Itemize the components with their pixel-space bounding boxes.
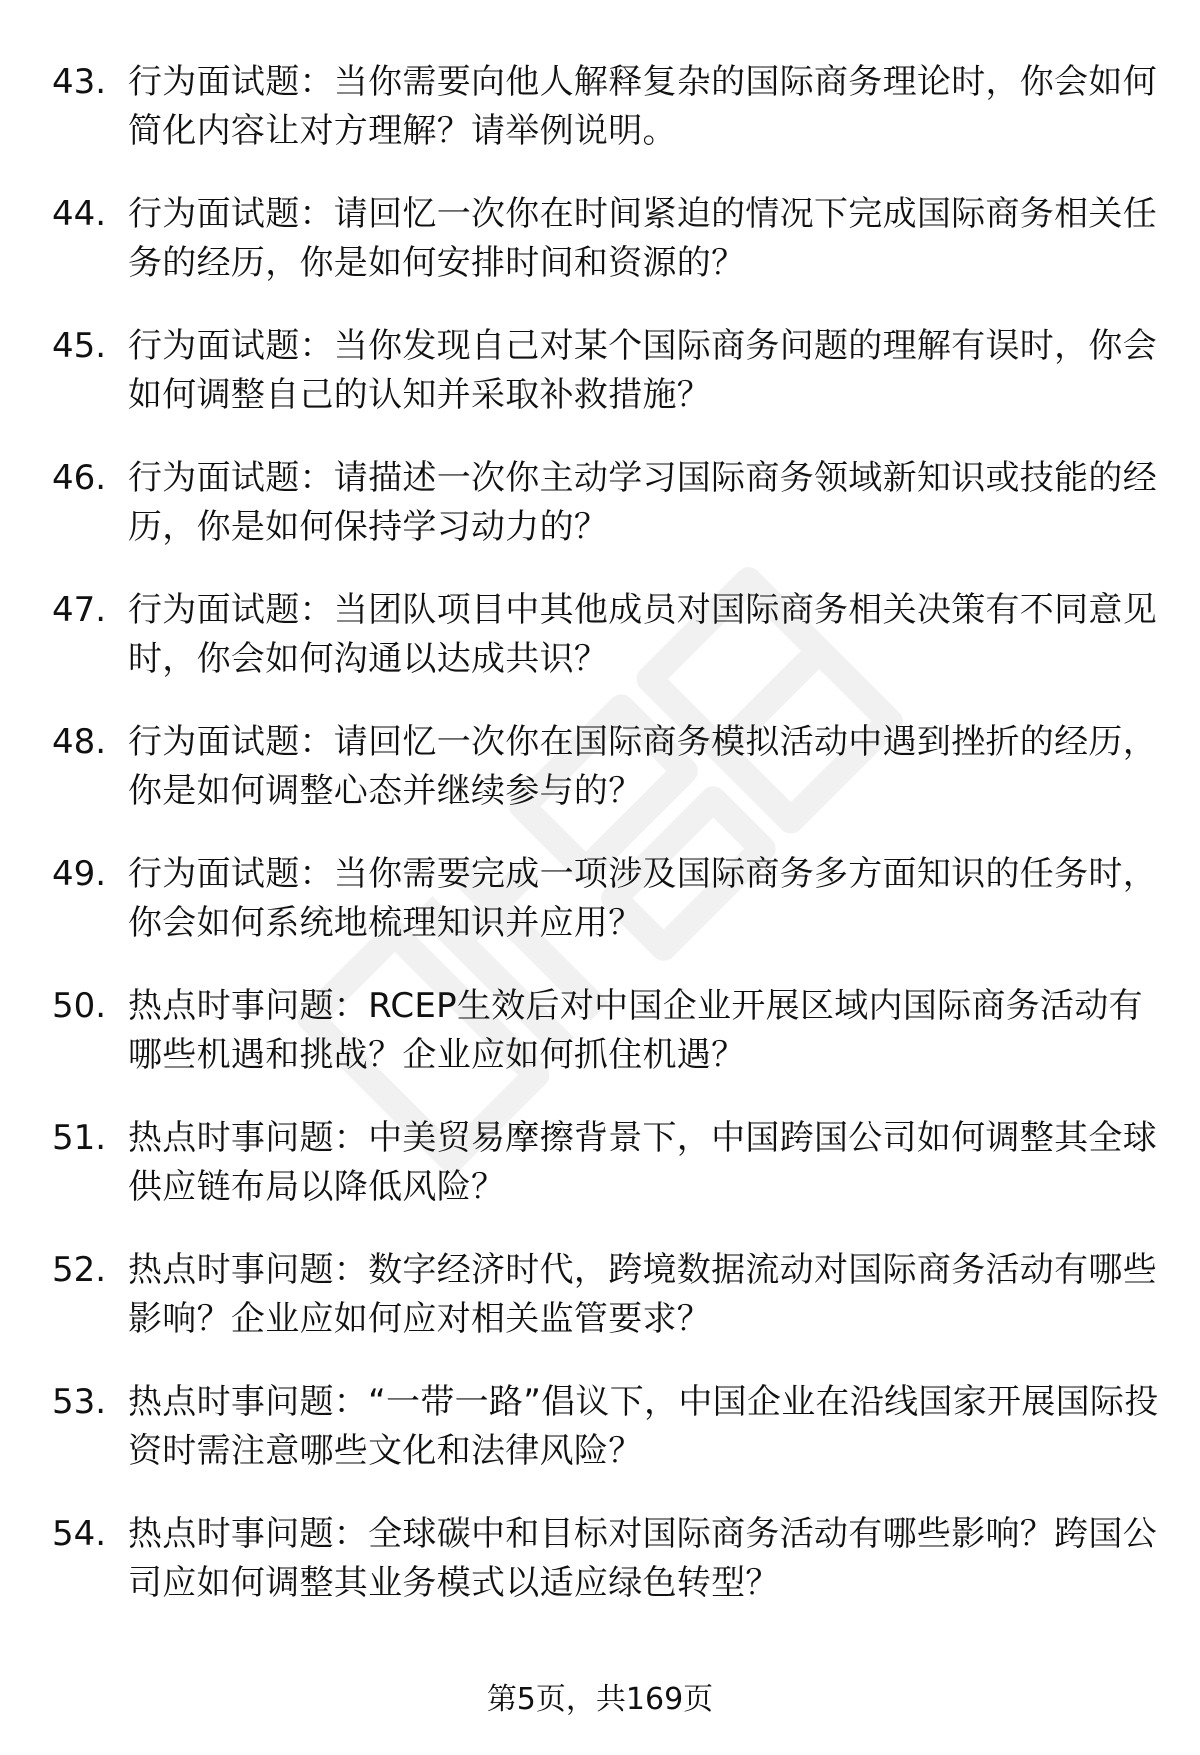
- question-number: 43.: [52, 62, 107, 102]
- question-number: 51.: [52, 1118, 107, 1158]
- question-number: 52.: [52, 1250, 107, 1290]
- question-number: 45.: [52, 326, 107, 366]
- question-text: 行为面试题：请回忆一次你在时间紧迫的情况下完成国际商务相关任务的经历，你是如何安排时间和资源的？: [128, 194, 1157, 283]
- question-list: [52, 58, 1162, 1642]
- page-footer: [0, 1680, 1200, 1720]
- question-item: [52, 1246, 1162, 1344]
- question-number: 48.: [52, 722, 107, 762]
- question-item: [52, 1510, 1162, 1608]
- question-text: 热点时事问题：“一带一路”倡议下，中国企业在沿线国家开展国际投资时需注意哪些文化和法律风险？: [128, 1382, 1159, 1471]
- question-number: 44.: [52, 194, 107, 234]
- question-item: [52, 454, 1162, 552]
- question-item: [52, 58, 1162, 156]
- question-text: 行为面试题：请回忆一次你在国际商务模拟活动中遇到挫折的经历，你是如何调整心态并继续参与的？: [128, 722, 1157, 811]
- question-number: 53.: [52, 1382, 107, 1422]
- question-number: 49.: [52, 854, 107, 894]
- question-item: [52, 1378, 1162, 1476]
- question-item: [52, 850, 1162, 948]
- question-text: 行为面试题：请描述一次你主动学习国际商务领域新知识或技能的经历，你是如何保持学习动力的？: [128, 458, 1157, 547]
- question-item: [52, 322, 1162, 420]
- question-number: 50.: [52, 986, 107, 1026]
- question-item: [52, 718, 1162, 816]
- question-text: 行为面试题：当你需要向他人解释复杂的国际商务理论时，你会如何简化内容让对方理解？请举例说明。: [128, 62, 1157, 151]
- question-text: 热点时事问题：中美贸易摩擦背景下，中国跨国公司如何调整其全球供应链布局以降低风险？: [128, 1118, 1157, 1207]
- question-item: [52, 982, 1162, 1080]
- question-text: 行为面试题：当团队项目中其他成员对国际商务相关决策有不同意见时，你会如何沟通以达成共识？: [128, 590, 1157, 679]
- question-text: 热点时事问题：全球碳中和目标对国际商务活动有哪些影响？跨国公司应如何调整其业务模式以适应绿色转型？: [128, 1514, 1157, 1603]
- question-number: 54.: [52, 1514, 107, 1554]
- question-text: 热点时事问题：数字经济时代，跨境数据流动对国际商务活动有哪些影响？企业应如何应对相关监管要求？: [128, 1250, 1157, 1339]
- question-number: 47.: [52, 590, 107, 630]
- question-item: [52, 1114, 1162, 1212]
- page-number-label: 第5页，共169页: [486, 1682, 714, 1717]
- question-text: 行为面试题：当你发现自己对某个国际商务问题的理解有误时，你会如何调整自己的认知并采取补救措施？: [128, 326, 1157, 415]
- question-text: 热点时事问题：RCEP生效后对中国企业开展区域内国际商务活动有哪些机遇和挑战？企业应如何抓住机遇？: [128, 986, 1143, 1075]
- question-number: 46.: [52, 458, 107, 498]
- question-item: [52, 586, 1162, 684]
- question-item: [52, 190, 1162, 288]
- question-text: 行为面试题：当你需要完成一项涉及国际商务多方面知识的任务时，你会如何系统地梳理知识并应用？: [128, 854, 1157, 943]
